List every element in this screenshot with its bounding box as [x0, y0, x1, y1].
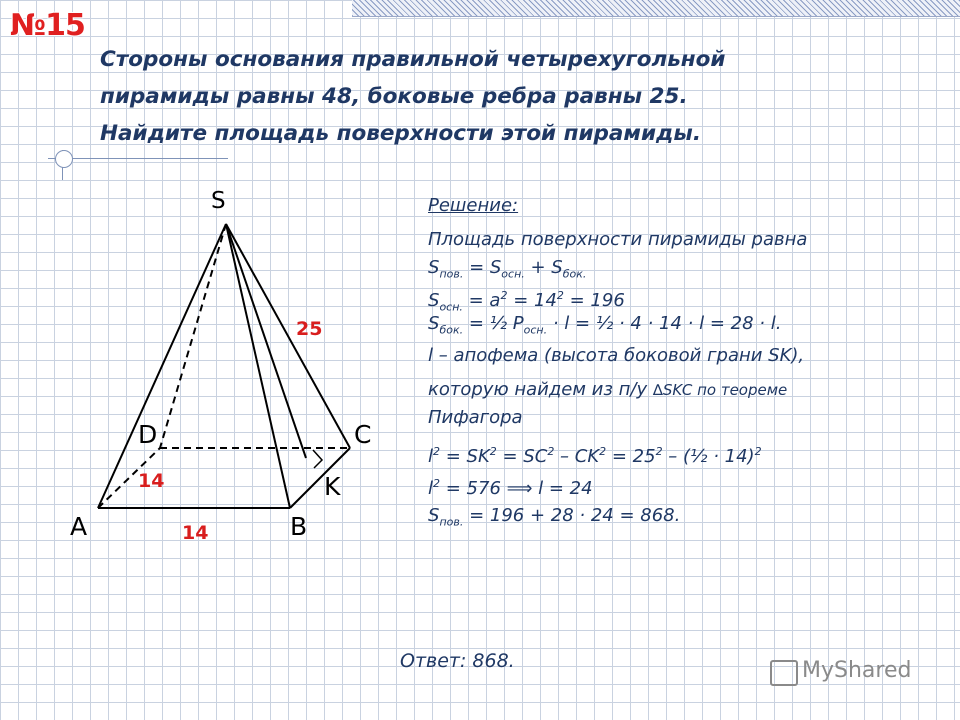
solution-line-1: Площадь поверхности пирамиды равна: [428, 229, 808, 250]
solution-line-6: которую найдем из п/у ∆SKC по теореме: [428, 379, 788, 400]
point-label-k: K: [324, 472, 341, 501]
solution-line-10: $S_{пов.} = 196 + 28 \cdot 24 = 868$.: [428, 505, 681, 529]
solution-block: [428, 192, 958, 530]
problem-number: №15: [10, 8, 85, 43]
vertex-label-s: S: [211, 188, 226, 214]
edge-sk: [226, 224, 306, 458]
watermark-text: MyShared: [802, 658, 912, 683]
solution-heading: Решение:: [428, 195, 519, 216]
vertex-label-b: B: [290, 512, 308, 541]
edge-sc: [226, 224, 350, 448]
solution-line-7: Пифагора: [428, 407, 523, 428]
solution-line-8: $l^2 = SK^2 = SC^2 - CK^2 = 25^2$ – (½ · 14)$^2$: [428, 445, 762, 467]
side-length-label-ad: 14: [138, 470, 165, 492]
watermark-logo-icon: [770, 660, 798, 686]
side-length-label-ab: 14: [182, 522, 209, 544]
solution-line-5: l – апофема (высота боковой грани SK),: [428, 345, 805, 366]
vertex-label-a: A: [70, 512, 88, 541]
vertex-label-d: D: [138, 420, 158, 449]
solution-line-3: $S_{осн.} = a^2 = 14^2 = 196$: [428, 289, 625, 314]
right-angle-mark: [313, 450, 322, 468]
problem-line-2: пирамиды равны 48, боковые ребра равны 25.: [100, 84, 688, 109]
solution-line-4: $S_{бок.}$ = ½ $P_{осн.} \cdot l$ = ½ · 4 · 14 · l = 28 · l.: [428, 313, 782, 337]
edge-sa: [98, 224, 226, 508]
solution-line-9: $l^2 = 576$ ⟹ l = 24: [428, 477, 593, 499]
vertex-label-c: C: [354, 420, 372, 449]
problem-line-1: Стороны основания правильной четырехугольной: [100, 47, 726, 72]
edge-length-label: 25: [296, 318, 323, 340]
answer-text: Ответ: 868.: [400, 650, 515, 672]
hidden-edge-sd: [160, 224, 226, 448]
edge-sb: [226, 224, 290, 508]
solution-line-2: $S_{пов.} = S_{осн.} + S_{бок.}$: [428, 257, 587, 281]
problem-line-3: Найдите площадь поверхности этой пирамиды.: [100, 121, 702, 146]
